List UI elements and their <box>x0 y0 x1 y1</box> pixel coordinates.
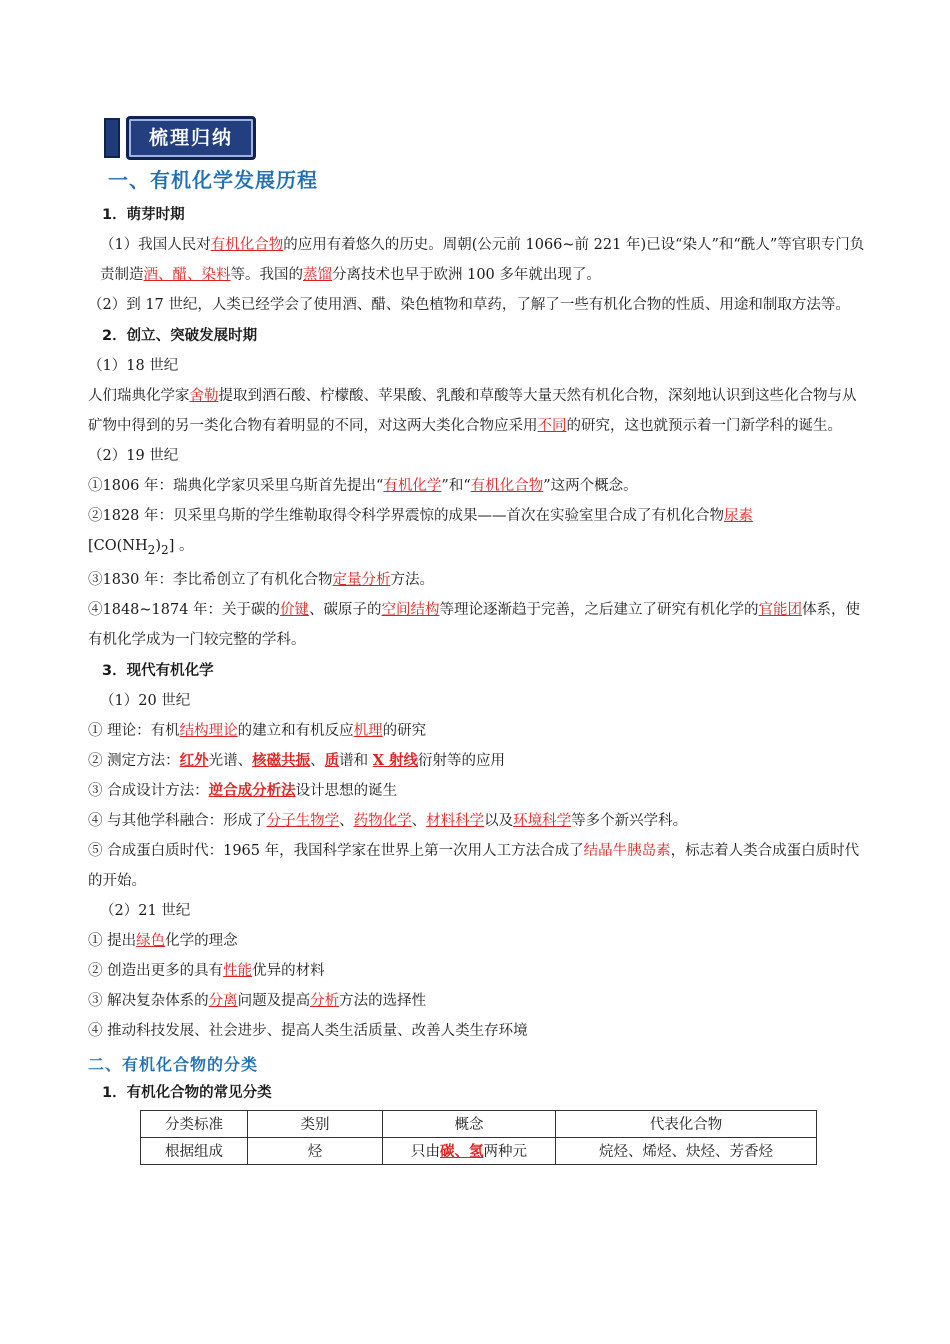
c20-item-3: ③ 合成设计方法：逆合成分析法设计思想的诞生 <box>88 781 398 799</box>
c19-item-2: ②1828 年：贝采里乌斯的学生维勒取得令科学界震惊的成果——首次在实验室里合成了有机化合物尿素 $[CO(NH_2)_2]$ 。 <box>88 508 754 557</box>
table-cell: 只由碳、氢两种元 <box>383 1137 556 1164</box>
document-page <box>88 112 868 1165</box>
c21-item-1: ① 提出绿色化学的理念 <box>88 932 238 949</box>
table-cell: 根据组成 <box>141 1137 248 1164</box>
c21-item-4: ④ 推动科技发展、社会进步、提高人类生活质量、改善人类生存环境 <box>88 1022 528 1039</box>
s1-paragraph-1: （1）我国人民对有机化合物的应用有着悠久的历史。周朝(公元前 1066~前 221 年)已设“染人”和“酰人”等官职专门负责制造酒、醋、染料等。我国的蒸馏分离技术也早于欧洲 100 多年就出现了。 <box>100 237 865 283</box>
c20-item-1: ① 理论：有机结构理论的建立和有机反应机理的研究 <box>88 722 427 739</box>
c19-item-1: ①1806 年：瑞典化学家贝采里乌斯首先提出“有机化学”和“有机化合物”这两个概念。 <box>88 478 638 494</box>
s1-title: 1．萌芽时期 <box>102 207 185 223</box>
classification-table <box>140 1110 817 1165</box>
c20-label: （1）20 世纪 <box>100 692 191 709</box>
table-header-cell: 类别 <box>248 1110 383 1137</box>
c19-item-3: ③1830 年：李比希创立了有机化合物定量分析方法。 <box>88 571 435 588</box>
badge-bar <box>104 118 120 158</box>
s2-title: 2．创立、突破发展时期 <box>102 328 258 344</box>
table-header-cell: 代表化合物 <box>556 1110 817 1137</box>
c21-item-3: ③ 解决复杂体系的分离问题及提高分析方法的选择性 <box>88 992 427 1009</box>
section-badge <box>104 112 254 156</box>
c21-item-2: ② 创造出更多的具有性能优异的材料 <box>88 962 325 979</box>
table-cell: 烷烃、烯烃、炔烃、芳香烃 <box>556 1137 817 1164</box>
c19-item-4: ④1848~1874 年：关于碳的价键、碳原子的空间结构等理论逐渐趋于完善，之后建立了研究有机化学的官能团体系，使有机化学成为一门较完整的学科。 <box>88 601 861 648</box>
table-header-cell: 概念 <box>383 1110 556 1137</box>
c19-label: （2）19 世纪 <box>88 448 179 464</box>
c21-label: （2）21 世纪 <box>100 902 191 919</box>
table-row <box>141 1137 817 1164</box>
table-header-cell: 分类标准 <box>141 1110 248 1137</box>
badge-label: 梳理归纳 <box>126 116 256 160</box>
c18-paragraph: 人们瑞典化学家舍勒提取到酒石酸、柠檬酸、苹果酸、乳酸和草酸等大量天然有机化合物，深刻地认识到这些化合物与从矿物中得到的另一类化合物有着明显的不同，对这两大类化合物应采用不同的研究，这也就预示着一门新学科的诞生。 <box>88 388 857 434</box>
table-cell: 烃 <box>248 1137 383 1164</box>
s3-title: 3．现代有机化学 <box>102 662 214 679</box>
s1-paragraph-2: （2）到 17 世纪，人类已经学会了使用酒、醋、染色植物和草药，了解了一些有机化合物的性质、用途和制取方法等。 <box>88 297 850 313</box>
c18-label: （1）18 世纪 <box>88 358 179 374</box>
table-header-row <box>141 1110 817 1137</box>
c20-item-2: ② 测定方法：红外光谱、核磁共振、质谱和 X 射线衍射等的应用 <box>88 751 506 769</box>
section2-title: 二、有机化合物的分类 <box>88 1054 259 1074</box>
section2-s1-title: 1．有机化合物的常见分类 <box>102 1084 272 1101</box>
section1-title: 一、有机化学发展历程 <box>108 168 318 192</box>
c20-item-4: ④ 与其他学科融合：形成了分子生物学、药物化学、材料科学以及环境科学等多个新兴学科。 <box>88 812 688 829</box>
c20-item-5: ⑤ 合成蛋白质时代：1965 年，我国科学家在世界上第一次用人工方法合成了结晶牛胰岛素，标志着人类合成蛋白质时代的开始。 <box>88 842 860 889</box>
